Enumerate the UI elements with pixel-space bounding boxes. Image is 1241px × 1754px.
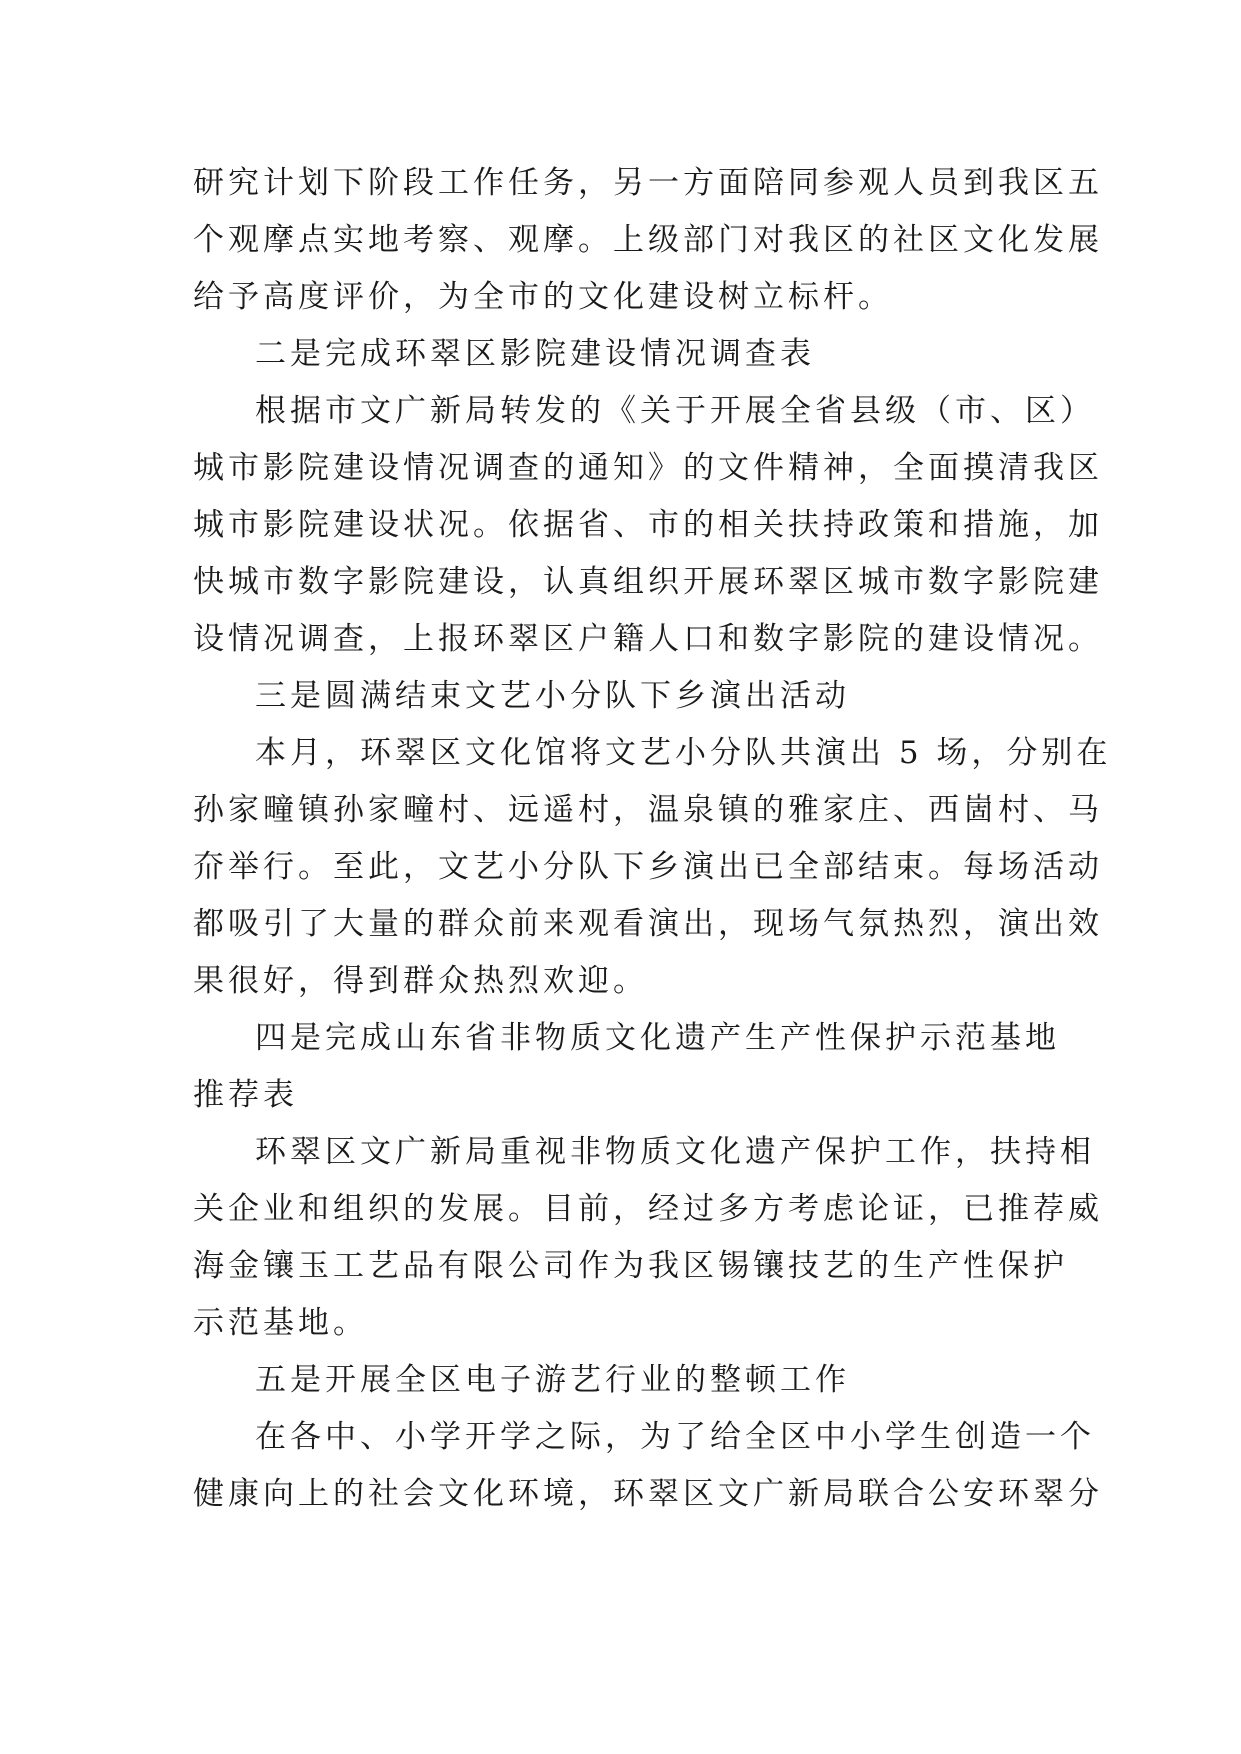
text-line: 城市影院建设情况调查的通知》的文件精神，全面摸清我区: [193, 450, 1103, 486]
text-line: 关企业和组织的发展。目前，经过多方考虑论证，已推荐威: [193, 1191, 1103, 1227]
text-line: 三是圆满结束文艺小分队下乡演出活动: [255, 678, 850, 714]
text-line: 设情况调查，上报环翠区户籍人口和数字影院的建设情况。: [193, 621, 1103, 657]
text-line: 根据市文广新局转发的《关于开展全省县级（市、区）: [255, 393, 1095, 429]
text-line: 四是完成山东省非物质文化遗产生产性保护示范基地: [255, 1020, 1060, 1056]
text-line: 果很好，得到群众热烈欢迎。: [193, 963, 648, 999]
text-line: 在各中、小学开学之际，为了给全区中小学生创造一个: [255, 1419, 1095, 1455]
text-line: 五是开展全区电子游艺行业的整顿工作: [255, 1362, 850, 1398]
text-line: 夼举行。至此，文艺小分队下乡演出已全部结束。每场活动: [193, 849, 1103, 885]
text-line: 城市影院建设状况。依据省、市的相关扶持政策和措施，加: [193, 507, 1103, 543]
text-line: 环翠区文广新局重视非物质文化遗产保护工作，扶持相: [255, 1134, 1095, 1170]
text-line: 研究计划下阶段工作任务，另一方面陪同参观人员到我区五: [193, 165, 1103, 201]
body-text: [193, 155, 1112, 1523]
text-line: 都吸引了大量的群众前来观看演出，现场气氛热烈，演出效: [193, 906, 1103, 942]
text-line: 二是完成环翠区影院建设情况调查表: [255, 336, 815, 372]
text-line: 推荐表: [193, 1077, 298, 1113]
text-line: 健康向上的社会文化环境，环翠区文广新局联合公安环翠分: [193, 1476, 1103, 1512]
text-line: 个观摩点实地考察、观摩。上级部门对我区的社区文化发展: [193, 222, 1103, 258]
text-line: 海金镶玉工艺品有限公司作为我区锡镶技艺的生产性保护: [193, 1248, 1068, 1284]
text-line: 快城市数字影院建设，认真组织开展环翠区城市数字影院建: [193, 564, 1103, 600]
text-line: 本月，环翠区文化馆将文艺小分队共演出 5 场，分别在: [255, 735, 1112, 771]
text-line: 示范基地。: [193, 1305, 368, 1341]
text-line: 给予高度评价，为全市的文化建设树立标杆。: [193, 279, 893, 315]
text-line: 孙家疃镇孙家疃村、远遥村，温泉镇的雅家庄、西崮村、马: [193, 792, 1103, 828]
